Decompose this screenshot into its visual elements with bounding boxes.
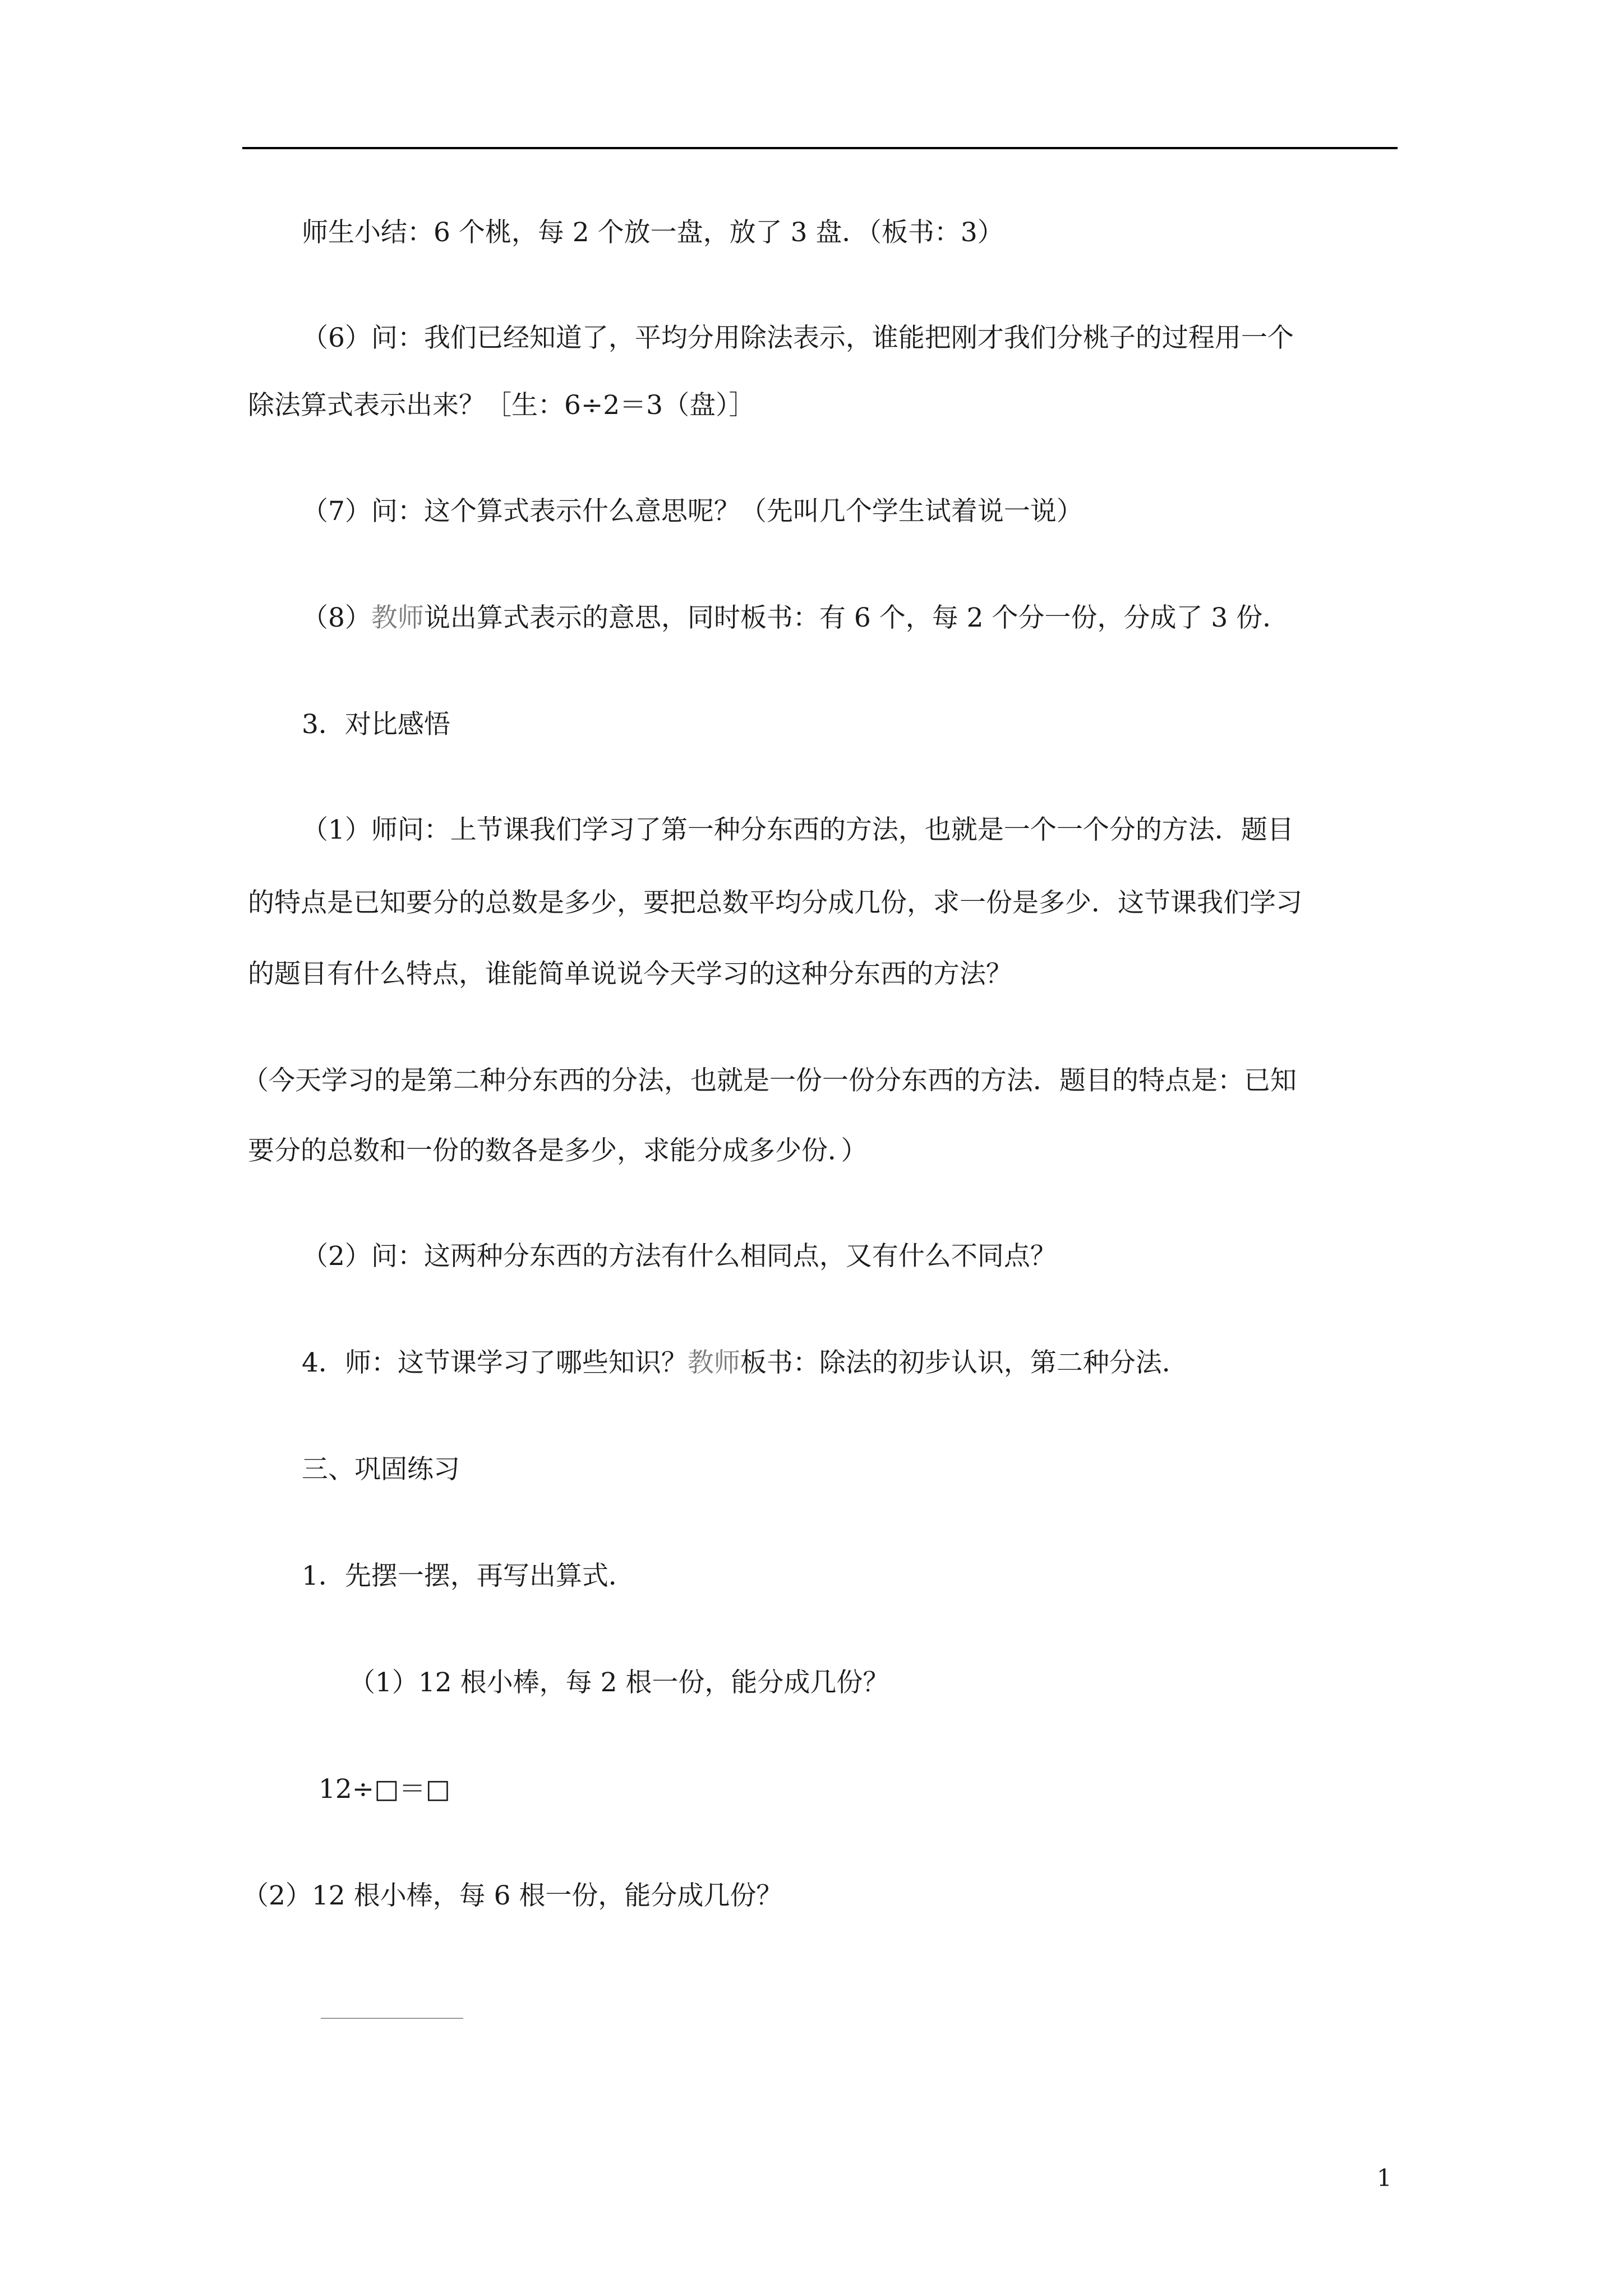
question-2-line: （2）问：这两种分东西的方法有什么相同点，又有什么不同点？ <box>302 1241 1057 1272</box>
question-1-line-2: 的特点是已知要分的总数是多少，要把总数平均分成几份，求一份是多少．这节课我们学习 <box>248 887 1302 918</box>
item-4-line <box>302 1346 1188 1380</box>
section-three-heading: 三、巩固练习 <box>302 1454 460 1485</box>
header-rule <box>242 147 1398 149</box>
section-3-heading: 3．对比感悟 <box>302 709 450 740</box>
footnote-rule <box>321 2018 463 2019</box>
summary-line: 师生小结：6 个桃，每 2 个放一盘，放了 3 盘．（板书：3） <box>302 217 1004 248</box>
answer-line-2: 要分的总数和一份的数各是多少，求能分成多少份．） <box>248 1135 868 1166</box>
item-8-prefix: （8） <box>302 602 371 633</box>
exercise-1-2-question: （2）12 根小棒，每 6 根一份，能分成几份？ <box>242 1880 783 1911</box>
item-4-prefix: 4．师：这节课学习了哪些知识？ <box>302 1347 688 1378</box>
teacher-highlight: 教师 <box>371 602 424 633</box>
teacher-highlight-2: 教师 <box>687 1347 740 1378</box>
question-7-line: （7）问：这个算式表示什么意思呢？（先叫几个学生试着说一说） <box>302 496 1083 527</box>
exercise-1-heading: 1．先摆一摆，再写出算式． <box>302 1561 635 1591</box>
item-8-line <box>302 601 1289 635</box>
page-number: 1 <box>1377 2164 1392 2192</box>
question-1-line-1: （1）师问：上节课我们学习了第一种分东西的方法，也就是一个一个分的方法．题目 <box>302 815 1294 845</box>
question-6-line-2: 除法算式表示出来？［生：6÷2＝3（盘）］ <box>248 390 755 421</box>
item-8-rest: 说出算式表示的意思，同时板书：有 6 个，每 2 个分一份，分成了 3 份． <box>423 602 1289 633</box>
answer-line-1: （今天学习的是第二种分东西的分法，也就是一份一份分东西的方法．题目的特点是：已知 <box>242 1065 1297 1096</box>
question-6-line-1: （6）问：我们已经知道了，平均分用除法表示，谁能把刚才我们分桃子的过程用一个 <box>302 323 1294 353</box>
question-1-line-3: 的题目有什么特点，谁能简单说说今天学习的这种分东西的方法？ <box>248 959 1012 990</box>
exercise-1-1-formula: 12÷□＝□ <box>319 1774 450 1805</box>
exercise-1-1-question: （1）12 根小棒，每 2 根一份，能分成几份？ <box>349 1667 889 1698</box>
item-4-rest: 板书：除法的初步认识，第二种分法． <box>740 1347 1188 1378</box>
